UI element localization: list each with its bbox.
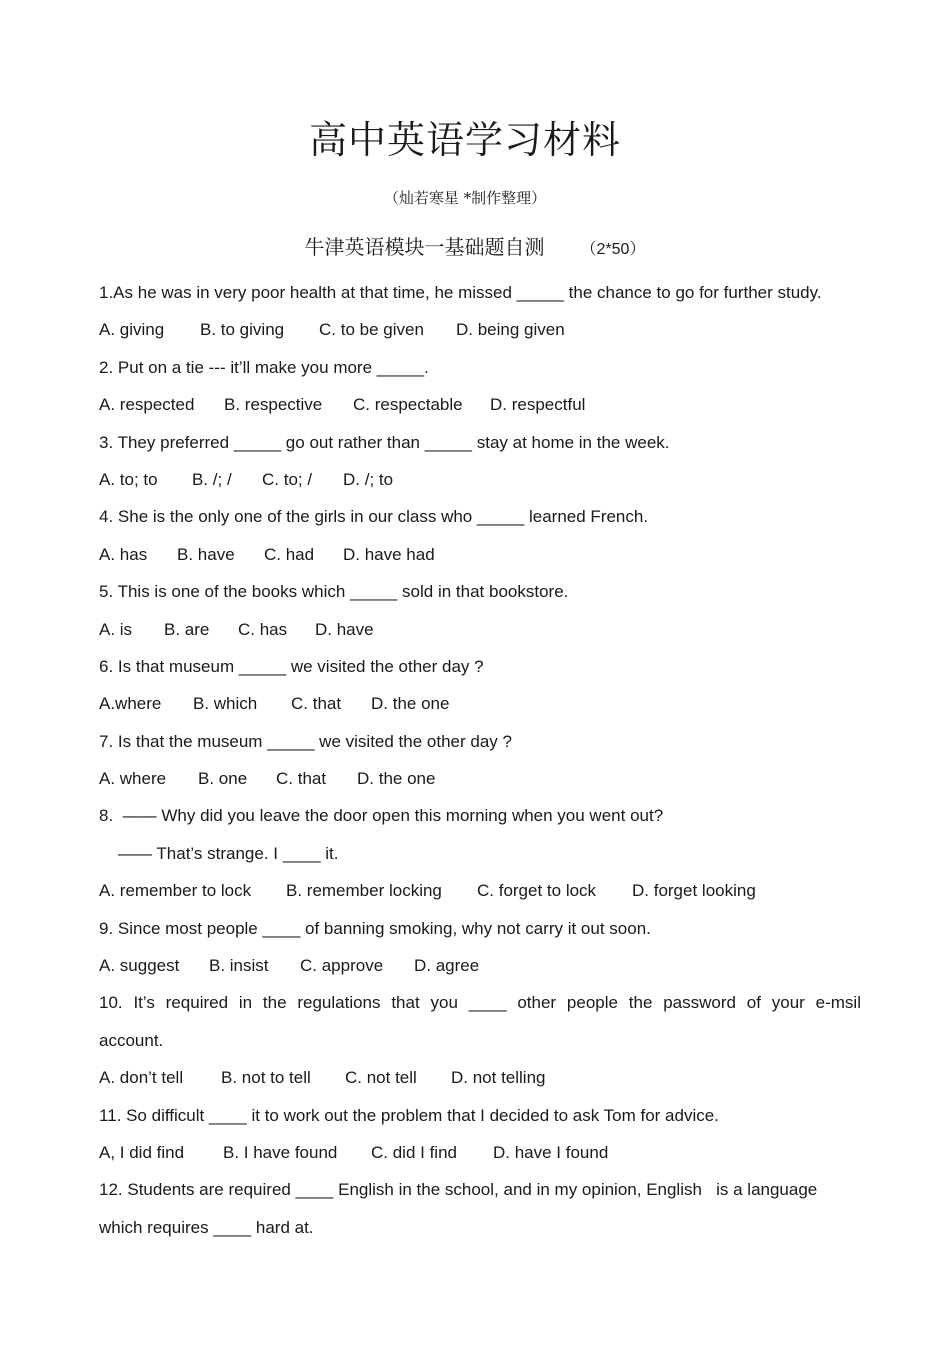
question-11-option-c: C. did I find xyxy=(371,1142,457,1162)
question-7-options xyxy=(99,760,861,797)
question-8-option-a: A. remember to lock xyxy=(99,881,252,901)
question-11-stem: 11. So difficult ____ it to work out the problem that I decided to ask Tom for advice. xyxy=(99,1105,719,1125)
question-4-option-a: A. has xyxy=(99,544,148,564)
question-8-option-d: D. forget looking xyxy=(632,881,756,901)
question-6-option-a: A.where xyxy=(99,694,162,714)
question-7-option-b: B. one xyxy=(198,769,248,789)
question-6-options xyxy=(99,685,861,722)
question-4-stem: 4. She is the only one of the girls in our class who _____ learned French. xyxy=(99,507,649,527)
question-6-option-b: B. which xyxy=(193,694,258,714)
test-title-text: 牛津英语模块一基础题自测 xyxy=(304,235,545,259)
question-1-option-b: B. to giving xyxy=(200,320,285,340)
question-4-option-c: C. had xyxy=(264,544,315,564)
question-10-stem-line-2: account. xyxy=(99,1030,164,1050)
question-5-option-a: A. is xyxy=(99,619,133,639)
question-9-options xyxy=(99,947,861,984)
question-11-option-d: D. have I found xyxy=(493,1142,609,1162)
question-8-stem-line-2: —— That’s strange. I ____ it. xyxy=(118,843,339,863)
question-10-stem-line-1: 10. It’s required in the regulations that you ____ other people the password of your e-msil xyxy=(99,993,861,1013)
question-9-option-a: A. suggest xyxy=(99,956,180,976)
page-title: 高中英语学习材料 xyxy=(308,118,621,162)
question-1-stem: 1.As he was in very poor health at that time, he missed _____ the chance to go for further study. xyxy=(99,283,822,302)
question-3-options xyxy=(99,461,861,498)
question-3-option-c: C. to; / xyxy=(262,469,313,489)
question-9-option-d: D. agree xyxy=(414,956,480,976)
question-7-option-c: C. that xyxy=(276,769,327,789)
question-2-option-a: A. respected xyxy=(99,395,195,415)
question-8-options xyxy=(99,872,861,909)
question-8-option-b: B. remember locking xyxy=(286,881,442,901)
question-4-option-d: D. have had xyxy=(343,544,435,564)
question-6-stem: 6. Is that museum _____ we visited the other day ? xyxy=(99,656,484,676)
question-8-option-c: C. forget to lock xyxy=(477,881,597,901)
question-list xyxy=(99,274,861,1246)
question-6-option-c: C. that xyxy=(291,694,342,714)
question-1-option-d: D. being given xyxy=(456,320,565,340)
question-1-options xyxy=(99,311,861,348)
question-2-option-c: C. respectable xyxy=(353,395,463,415)
question-5-option-b: B. are xyxy=(164,619,210,639)
question-4-options xyxy=(99,536,861,573)
question-4-option-b: B. have xyxy=(177,544,235,564)
question-9-option-b: B. insist xyxy=(209,956,269,976)
question-10-option-c: C. not tell xyxy=(345,1068,417,1088)
question-6-option-d: D. the one xyxy=(371,694,450,714)
question-7-option-a: A. where xyxy=(99,769,167,789)
question-5-stem: 5. This is one of the books which _____ sold in that bookstore. xyxy=(99,582,569,602)
question-10-option-d: D. not telling xyxy=(451,1068,546,1088)
question-3-option-a: A. to; to xyxy=(99,469,158,489)
page-subtitle: （灿若寒星 *制作整理） xyxy=(383,189,547,207)
question-2-options xyxy=(99,386,861,423)
question-3-option-d: D. /; to xyxy=(343,469,394,489)
question-7-stem: 7. Is that the museum _____ we visited the other day ? xyxy=(99,731,512,751)
question-8-stem-line-1: 8. —— Why did you leave the door open this morning when you went out? xyxy=(99,806,664,826)
question-2-option-d: D. respectful xyxy=(490,395,586,415)
question-9-option-c: C. approve xyxy=(300,956,384,976)
question-11-option-b: B. I have found xyxy=(223,1142,338,1162)
question-5-option-c: C. has xyxy=(238,619,288,639)
question-11-option-a: A, I did find xyxy=(99,1142,185,1162)
question-2-stem: 2. Put on a tie --- it’ll make you more _____. xyxy=(99,357,429,377)
question-9-stem: 9. Since most people ____ of banning smoking, why not carry it out soon. xyxy=(99,918,651,938)
question-5-options xyxy=(99,611,861,648)
question-2-option-b: B. respective xyxy=(224,395,323,415)
question-5-option-d: D. have xyxy=(315,619,374,639)
question-1-option-a: A. giving xyxy=(99,320,165,340)
test-score: （2*50） xyxy=(580,241,646,258)
question-12-stem-line-1: 12. Students are required ____ English in the school, and in my opinion, English is a language xyxy=(99,1180,818,1200)
question-12-stem-line-2: which requires ____ hard at. xyxy=(99,1217,314,1237)
question-10-option-b: B. not to tell xyxy=(221,1068,311,1088)
question-3-option-b: B. /; / xyxy=(192,469,232,489)
question-7-option-d: D. the one xyxy=(357,769,436,789)
question-1-option-c: C. to be given xyxy=(319,320,424,340)
question-11-options xyxy=(99,1134,861,1171)
question-10-option-a: A. don’t tell xyxy=(99,1068,184,1088)
question-3-stem: 3. They preferred _____ go out rather than _____ stay at home in the week. xyxy=(99,432,670,452)
question-10-options xyxy=(99,1059,861,1096)
test-title xyxy=(0,232,950,265)
